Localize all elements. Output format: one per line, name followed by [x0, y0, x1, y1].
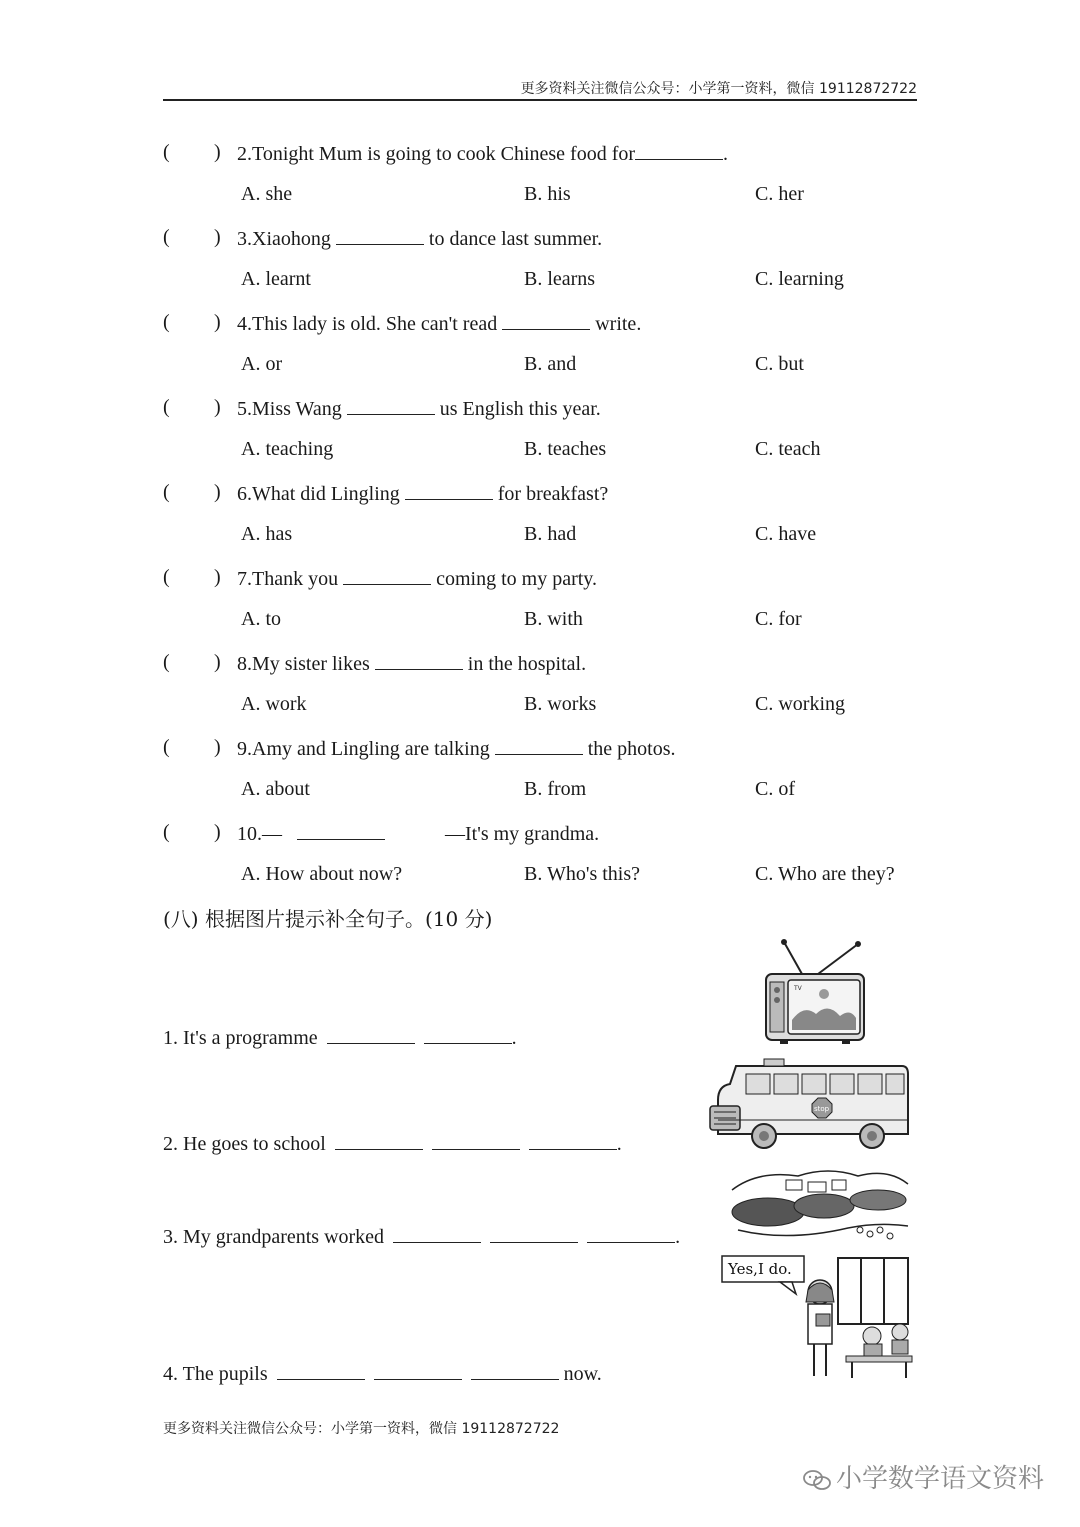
footer-note: 更多资料关注微信公众号：小学第一资料，微信 19112872722 [163, 1421, 560, 1437]
option-a[interactable]: A. she [241, 183, 293, 205]
answer-paren-left: ( [163, 311, 170, 333]
answer-paren-left: ( [163, 651, 170, 673]
answer-paren-right: ) [214, 481, 221, 503]
question-text-after: the photos. [587, 738, 676, 760]
answer-blank[interactable] [393, 1224, 481, 1243]
stop-sign: stop [814, 1105, 830, 1113]
bus-picture [706, 1056, 912, 1152]
answer-blank[interactable] [490, 1224, 578, 1243]
question-number: 5. [237, 398, 252, 420]
sentence-text-after: now. [563, 1363, 602, 1385]
option-a[interactable]: A. to [241, 608, 281, 630]
answer-blank[interactable] [529, 1131, 617, 1150]
sentence-text: 2. He goes to school [163, 1133, 326, 1155]
question-number: 3. [237, 228, 252, 250]
question-number: 8. [237, 653, 252, 675]
option-a[interactable]: A. learnt [241, 268, 311, 290]
question-number: 10. [237, 823, 262, 845]
question-text: Xiaohong [252, 228, 331, 250]
option-a[interactable]: A. has [241, 523, 293, 545]
question-text-after: write. [595, 313, 642, 335]
tv-label: TV [794, 985, 802, 992]
option-a[interactable]: A. teaching [241, 438, 334, 460]
option-b[interactable]: B. and [524, 353, 577, 375]
question-text: Amy and Lingling are talking [252, 738, 490, 760]
watermark [802, 1458, 1044, 1495]
answer-paren-right: ) [214, 226, 221, 248]
option-b[interactable]: B. from [524, 778, 587, 800]
sentence-text: 4. The pupils [163, 1363, 268, 1385]
question-text-after: for breakfast? [497, 483, 609, 505]
question-number: 7. [237, 568, 252, 590]
answer-paren-right: ) [214, 396, 221, 418]
option-a[interactable]: A. How about now? [241, 863, 403, 885]
answer-blank[interactable] [327, 1025, 415, 1044]
sentence-text: 3. My grandparents worked [163, 1226, 385, 1248]
option-c[interactable]: C. teach [755, 438, 821, 460]
option-b[interactable]: B. learns [524, 268, 596, 290]
answer-paren-left: ( [163, 141, 170, 163]
question-text-after: —It's my grandma. [445, 823, 600, 845]
answer-blank[interactable] [343, 566, 431, 585]
answer-blank[interactable] [587, 1224, 675, 1243]
answer-blank[interactable] [502, 311, 590, 330]
question-text-after: to dance last summer. [428, 228, 603, 250]
farm-picture [728, 1164, 912, 1248]
options-5 [0, 438, 1080, 464]
watermark-text: 小学数学语文资料 [835, 1464, 1044, 1494]
answer-blank[interactable] [335, 1131, 423, 1150]
answer-paren-right: ) [214, 736, 221, 758]
question-number: 4. [237, 313, 252, 335]
option-c[interactable]: C. learning [755, 268, 844, 290]
header-rule [163, 99, 917, 101]
section-8-title: (八) 根据图片提示补全句子。(10 分) [163, 907, 493, 931]
option-b[interactable]: B. his [524, 183, 571, 205]
option-c[interactable]: C. of [755, 778, 795, 800]
question-text: Miss Wang [252, 398, 342, 420]
question-text: My sister likes [252, 653, 370, 675]
speech-bubble-text: Yes,I do. [728, 1260, 792, 1278]
header-note: 更多资料关注微信公众号：小学第一资料，微信 19112872722 [520, 81, 917, 97]
answer-paren-left: ( [163, 226, 170, 248]
answer-paren-right: ) [214, 566, 221, 588]
answer-paren-right: ) [214, 141, 221, 163]
answer-blank[interactable] [375, 651, 463, 670]
option-b[interactable]: B. works [524, 693, 597, 715]
answer-blank[interactable] [347, 396, 435, 415]
options-10 [0, 863, 1080, 889]
answer-blank[interactable] [424, 1025, 512, 1044]
answer-blank[interactable] [374, 1361, 462, 1380]
question-text-after: . [723, 143, 729, 165]
sentence-text: 1. It's a programme [163, 1027, 318, 1049]
answer-blank[interactable] [635, 141, 723, 160]
sentence-text-after: . [511, 1027, 517, 1049]
question-text-after: coming to my party. [436, 568, 597, 590]
answer-paren-right: ) [214, 651, 221, 673]
question-text-after: us English this year. [439, 398, 601, 420]
answer-blank[interactable] [405, 481, 493, 500]
options-4 [0, 353, 1080, 379]
options-3 [0, 268, 1080, 294]
answer-paren-left: ( [163, 481, 170, 503]
options-9 [0, 778, 1080, 804]
wechat-icon [802, 1468, 832, 1492]
answer-paren-right: ) [214, 821, 221, 843]
fill-sentence-2 [163, 1131, 622, 1156]
answer-paren-left: ( [163, 566, 170, 588]
question-number: 2. [237, 143, 252, 165]
fill-sentence-4 [163, 1361, 602, 1386]
option-b[interactable]: B. Who's this? [524, 863, 641, 885]
answer-blank[interactable] [495, 736, 583, 755]
option-b[interactable]: B. with [524, 608, 583, 630]
answer-blank[interactable] [277, 1361, 365, 1380]
answer-paren-left: ( [163, 736, 170, 758]
options-2 [0, 183, 1080, 209]
classroom-picture [720, 1252, 914, 1382]
question-text: What did Lingling [252, 483, 400, 505]
options-6 [0, 523, 1080, 549]
question-text: Tonight Mum is going to cook Chinese food for [252, 143, 636, 165]
answer-blank[interactable] [336, 226, 424, 245]
answer-blank[interactable] [297, 821, 385, 840]
fill-sentence-3 [163, 1224, 680, 1249]
question-text: This lady is old. She can't read [252, 313, 498, 335]
answer-paren-left: ( [163, 396, 170, 418]
option-b[interactable]: B. teaches [524, 438, 607, 460]
answer-blank[interactable] [471, 1361, 559, 1380]
option-c[interactable]: C. her [755, 183, 804, 205]
tv-picture [760, 938, 870, 1044]
option-a[interactable]: A. work [241, 693, 307, 715]
answer-paren-left: ( [163, 821, 170, 843]
option-a[interactable]: A. or [241, 353, 283, 375]
question-number: 6. [237, 483, 252, 505]
option-c[interactable]: C. Who are they? [755, 863, 895, 885]
question-text: Thank you [252, 568, 339, 590]
option-c[interactable]: C. working [755, 693, 845, 715]
option-b[interactable]: B. had [524, 523, 577, 545]
options-7 [0, 608, 1080, 634]
sentence-text-after: . [616, 1133, 622, 1155]
options-8 [0, 693, 1080, 719]
dialogue-dash: — [262, 823, 282, 845]
answer-blank[interactable] [432, 1131, 520, 1150]
fill-sentence-1 [163, 1025, 517, 1050]
option-a[interactable]: A. about [241, 778, 310, 800]
option-c[interactable]: C. for [755, 608, 802, 630]
question-text-after: in the hospital. [467, 653, 587, 675]
question-number: 9. [237, 738, 252, 760]
answer-paren-right: ) [214, 311, 221, 333]
option-c[interactable]: C. have [755, 523, 817, 545]
sentence-text-after: . [675, 1226, 681, 1248]
option-c[interactable]: C. but [755, 353, 804, 375]
